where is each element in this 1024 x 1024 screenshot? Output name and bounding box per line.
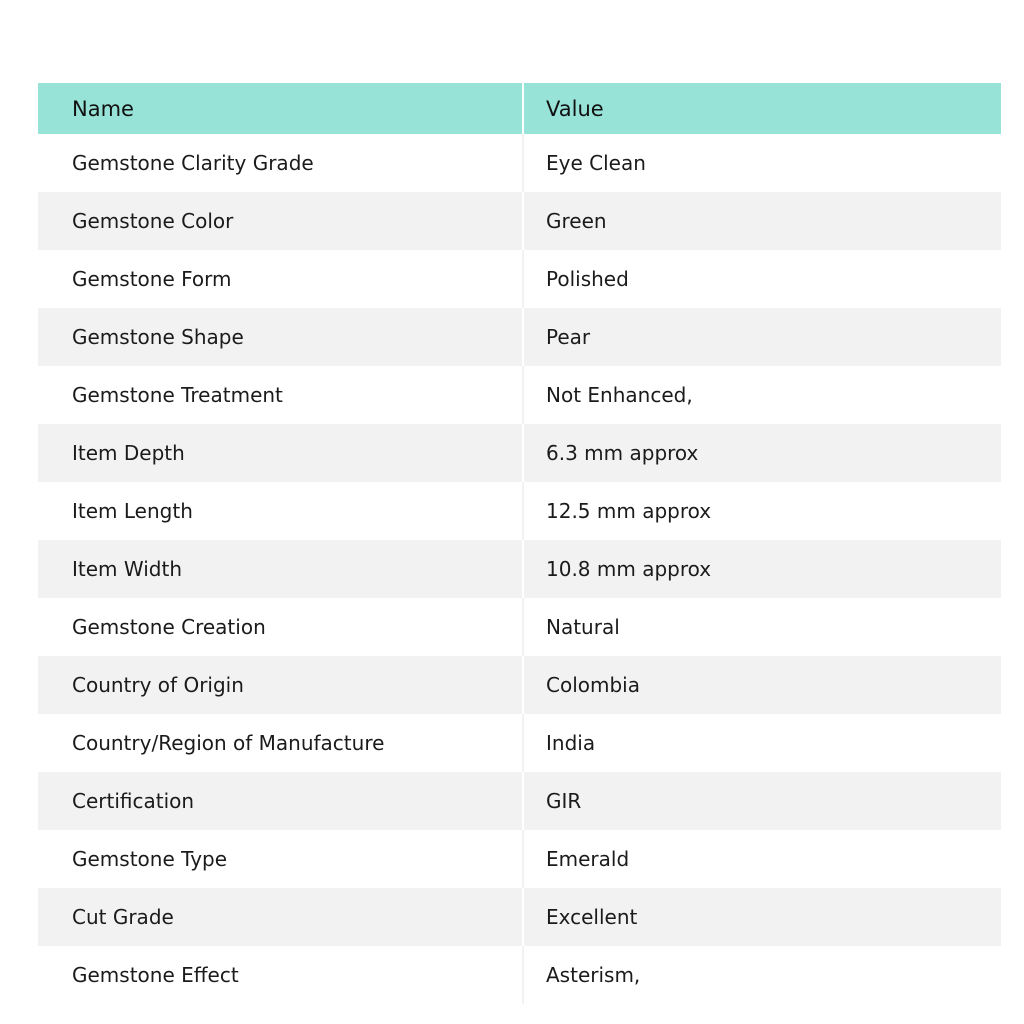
row-name-cell: Gemstone Creation	[38, 598, 523, 656]
column-header-name: Name	[38, 83, 523, 134]
row-name-cell: Gemstone Clarity Grade	[38, 134, 523, 192]
row-name-cell: Gemstone Effect	[38, 946, 523, 1004]
row-name-cell: Country of Origin	[38, 656, 523, 714]
table-row	[38, 656, 1001, 714]
row-value-cell: Polished	[546, 267, 629, 291]
table-row	[38, 250, 1001, 308]
header-row	[38, 83, 1001, 134]
table-row	[38, 366, 1001, 424]
table-header	[38, 83, 1001, 134]
row-name-cell: Item Depth	[38, 424, 523, 482]
row-value-cell: 6.3 mm approx	[546, 441, 699, 465]
row-value-cell: GIR	[546, 789, 582, 813]
row-value-cell: Excellent	[546, 905, 638, 929]
row-value-cell: Emerald	[546, 847, 630, 871]
row-name-cell: Gemstone Shape	[38, 308, 523, 366]
column-header-value: Value	[546, 96, 604, 121]
row-value-cell: Eye Clean	[546, 151, 646, 175]
row-value-cell: Colombia	[546, 673, 640, 697]
table-row	[38, 772, 1001, 830]
table-row	[38, 946, 1001, 1004]
row-name-cell: Gemstone Color	[38, 192, 523, 250]
table-row	[38, 888, 1001, 946]
table-row	[38, 540, 1001, 598]
row-name-cell: Country/Region of Manufacture	[38, 714, 523, 772]
row-name-cell: Gemstone Treatment	[38, 366, 523, 424]
table-row	[38, 424, 1001, 482]
row-value-cell: Pear	[546, 325, 591, 349]
row-value-cell: Natural	[546, 615, 620, 639]
row-name-cell: Gemstone Form	[38, 250, 523, 308]
table-row	[38, 598, 1001, 656]
table-row	[38, 830, 1001, 888]
row-name-cell: Gemstone Type	[38, 830, 523, 888]
row-name-cell: Item Length	[38, 482, 523, 540]
row-name-cell: Item Width	[38, 540, 523, 598]
table-row	[38, 134, 1001, 192]
table-body	[38, 134, 1001, 1004]
row-name-cell: Cut Grade	[38, 888, 523, 946]
table-row	[38, 482, 1001, 540]
table-row	[38, 192, 1001, 250]
table-row	[38, 308, 1001, 366]
item-specifics-table	[38, 83, 1001, 1004]
item-specifics-table-container	[38, 83, 1001, 1004]
row-value-cell: Not Enhanced,	[546, 383, 693, 407]
table-row	[38, 714, 1001, 772]
row-value-cell: 12.5 mm approx	[546, 499, 712, 523]
row-value-cell: Green	[546, 209, 607, 233]
row-value-cell: 10.8 mm approx	[546, 557, 712, 581]
row-value-cell: Asterism,	[546, 963, 641, 987]
row-name-cell: Certification	[38, 772, 523, 830]
row-value-cell: India	[546, 731, 596, 755]
